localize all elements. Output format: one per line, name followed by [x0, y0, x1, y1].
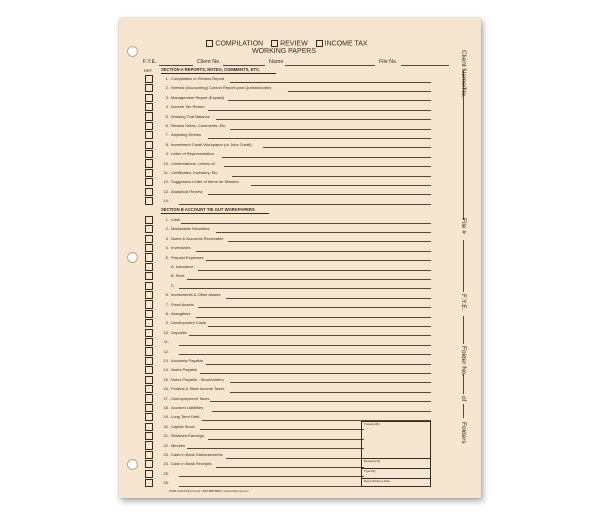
- fill-in-line[interactable]: [196, 317, 431, 318]
- name-label: Name: [269, 59, 284, 65]
- side-label-of: of: [460, 396, 467, 402]
- side-label-file: File #: [460, 218, 467, 234]
- ref-box[interactable]: [145, 394, 153, 402]
- name-field[interactable]: [285, 65, 375, 66]
- ref-box[interactable]: [145, 338, 153, 346]
- ref-box[interactable]: [145, 253, 153, 261]
- line-label: Working Trial Balance: [171, 113, 210, 119]
- ref-box[interactable]: [145, 225, 153, 233]
- line-label: Management Report (Explain): [171, 94, 225, 100]
- binder-hole-icon: [127, 459, 138, 470]
- fye-label: F.Y.E.: [143, 59, 157, 65]
- side-label-folder-no: Folder No.: [460, 346, 467, 377]
- fill-in-line[interactable]: [263, 147, 431, 148]
- form-line-item: [159, 85, 429, 94]
- form-line-item: [159, 292, 429, 301]
- ref-box[interactable]: [145, 75, 153, 83]
- ref-box[interactable]: [145, 122, 153, 130]
- working-papers-sheet: [119, 18, 481, 498]
- ref-box[interactable]: [145, 291, 153, 299]
- line-number: 9.: [165, 320, 169, 326]
- line-label: Intangibles: [171, 311, 191, 316]
- form-line-item: [159, 339, 429, 348]
- line-label: Minutes: [171, 442, 186, 448]
- line-label: Cash in Bank Disbursements: [171, 452, 223, 457]
- line-number: 2.: [165, 226, 169, 232]
- ref-box[interactable]: [145, 131, 153, 139]
- fill-in-line[interactable]: [208, 110, 431, 111]
- line-number: 5.: [165, 113, 169, 119]
- ref-box[interactable]: [145, 423, 153, 431]
- ref-box[interactable]: [145, 460, 153, 468]
- ref-box[interactable]: [145, 385, 153, 393]
- fill-in-line[interactable]: [224, 166, 431, 167]
- fill-in-line[interactable]: [198, 270, 431, 271]
- ref-box[interactable]: [145, 159, 153, 167]
- line-label: Certificates, Inventory, Etc.: [171, 170, 219, 175]
- line-number: 13.: [163, 358, 169, 363]
- line-number: 10.: [163, 160, 169, 166]
- typed-by-cell[interactable]: Typed By: [362, 468, 430, 473]
- line-number: 4.: [165, 245, 169, 251]
- ref-box[interactable]: [145, 319, 153, 327]
- fill-in-line[interactable]: [288, 91, 431, 92]
- line-label: Fixed Assets: [171, 301, 194, 307]
- line-number: 6.: [165, 123, 169, 128]
- form-line-item: [159, 151, 429, 160]
- fill-in-line[interactable]: [208, 326, 431, 327]
- income-tax-checkbox[interactable]: [316, 40, 323, 47]
- form-line-item: [159, 179, 429, 188]
- fill-in-line[interactable]: [187, 448, 364, 449]
- fill-in-line[interactable]: [208, 439, 364, 440]
- line-label: Income Tax Return: [171, 104, 205, 110]
- line-number: 11.: [163, 339, 169, 345]
- income-tax-label: INCOME TAX: [324, 40, 368, 48]
- line-number: 14.: [163, 198, 169, 204]
- client-no-field[interactable]: [223, 65, 265, 66]
- line-label: Accrued Liabilities: [171, 405, 204, 410]
- reviewed-by-cell[interactable]: Reviewed By: [362, 458, 430, 463]
- line-number: 7.: [165, 132, 169, 138]
- fill-in-line[interactable]: [228, 241, 431, 242]
- ref-box[interactable]: [145, 141, 153, 149]
- ref-box[interactable]: [145, 441, 153, 449]
- line-number: 2.: [165, 85, 169, 91]
- line-label: Review Notes, Comments, Etc.: [171, 123, 227, 128]
- form-line-item: [159, 123, 429, 132]
- line-label: Capital Stock: [171, 423, 195, 429]
- review-checkbox[interactable]: [271, 40, 278, 47]
- form-line-item: [159, 396, 429, 405]
- prepared-by-cell[interactable]: Prepared By: [364, 422, 380, 426]
- line-label: Long Term Debt: [171, 414, 200, 420]
- line-number: 8.: [165, 311, 169, 316]
- form-line-item: [159, 349, 429, 358]
- ref-box[interactable]: [145, 300, 153, 308]
- line-label: Investment Credit Workpaper (or Jobs Credit): [171, 141, 252, 147]
- form-line-item: [159, 386, 429, 395]
- fill-in-line[interactable]: [179, 204, 431, 205]
- line-number: 6.: [165, 292, 169, 298]
- line-number: 12.: [163, 348, 169, 354]
- fill-in-line[interactable]: [230, 129, 431, 130]
- fye-field[interactable]: [159, 65, 193, 66]
- ref-box[interactable]: [145, 94, 153, 102]
- fill-in-line[interactable]: [198, 307, 431, 308]
- form-line-item: [159, 264, 429, 273]
- line-label: Prepaid Expenses: [171, 254, 204, 260]
- section-a-underline: [161, 73, 276, 74]
- form-line-item: [159, 142, 429, 151]
- form-line-item: [159, 245, 429, 254]
- fill-in-line[interactable]: [206, 364, 431, 365]
- ref-box[interactable]: [145, 347, 153, 355]
- line-label: Development Costs: [171, 320, 206, 326]
- line-number: 16.: [163, 386, 169, 392]
- form-line-item: [159, 367, 429, 376]
- page-title: WORKING PAPERS: [251, 48, 317, 55]
- form-line-item: [159, 104, 429, 113]
- section-b-underline: [161, 213, 269, 214]
- side-label-fye: F.Y.E.: [460, 294, 467, 311]
- line-label: Unemployment Taxes: [171, 395, 210, 401]
- form-line-item: [159, 217, 429, 226]
- form-line-item: [159, 226, 429, 235]
- ref-box[interactable]: [145, 357, 153, 365]
- line-label: Notes & Accounts Receivable: [171, 235, 224, 241]
- ref-box[interactable]: [145, 282, 153, 290]
- form-line-item: [159, 114, 429, 123]
- form-line-item: [159, 405, 429, 414]
- fill-in-line[interactable]: [179, 476, 364, 477]
- fill-in-line[interactable]: [181, 223, 431, 224]
- ref-box[interactable]: [145, 244, 153, 252]
- fill-in-line[interactable]: [230, 382, 431, 383]
- line-number: 14.: [163, 367, 169, 373]
- form-line-item: [159, 311, 429, 320]
- line-label: Cash in Bank Receipts: [171, 461, 212, 467]
- ref-box[interactable]: [145, 413, 153, 421]
- ref-box[interactable]: [145, 112, 153, 120]
- ref-box[interactable]: [145, 432, 153, 440]
- line-label: Compilation or Review Report: [171, 76, 225, 81]
- ref-box[interactable]: [145, 404, 153, 412]
- line-number: 7.: [165, 301, 169, 307]
- review-label: REVIEW: [280, 40, 308, 48]
- line-label: Notes Payable - Stockholders: [171, 376, 224, 382]
- ref-box[interactable]: [145, 470, 153, 478]
- line-label: Suggestion Letter of Items for Minutes: [171, 179, 239, 185]
- ref-box[interactable]: [145, 169, 153, 177]
- line-number: 25.: [163, 470, 169, 476]
- fill-in-line[interactable]: [222, 157, 431, 158]
- section-a-title: [161, 67, 260, 72]
- line-number: 4.: [165, 104, 169, 110]
- form-footer: WSR-C1110 HQ Forms • 800-888-8800 • www.hqforms.com: [169, 489, 249, 493]
- form-line-item: [159, 189, 429, 198]
- fill-in-line[interactable]: [179, 345, 431, 346]
- line-number: 19.: [163, 414, 169, 420]
- ref-box[interactable]: [145, 188, 153, 196]
- fill-in-line[interactable]: [189, 335, 431, 336]
- ref-box[interactable]: [145, 150, 153, 158]
- line-label: B. Rent: [171, 273, 185, 279]
- delivery-date-cell[interactable]: Report Delivery Date: [362, 478, 430, 483]
- binder-hole-icon: [127, 252, 138, 263]
- line-number: 20.: [163, 423, 169, 429]
- line-number: 3.: [165, 94, 169, 100]
- form-line-item: [159, 161, 429, 170]
- form-line-item: [159, 358, 429, 367]
- fill-in-line[interactable]: [206, 260, 431, 261]
- line-label: Notes Payable: [171, 367, 198, 373]
- fill-in-line[interactable]: [179, 288, 431, 289]
- fill-in-line[interactable]: [212, 411, 431, 412]
- fill-in-line[interactable]: [187, 279, 431, 280]
- client-no-label: Client No.: [197, 59, 221, 65]
- form-line-item: [159, 170, 429, 179]
- line-label: Adjusting Entries: [171, 132, 202, 138]
- ref-box[interactable]: [145, 103, 153, 111]
- fill-in-line[interactable]: [226, 458, 364, 459]
- ref-box[interactable]: [145, 84, 153, 92]
- ref-box[interactable]: [145, 197, 153, 205]
- line-label: Internal (Accounting) Control Report (and Questionnaire): [171, 85, 272, 91]
- compilation-checkbox[interactable]: [206, 40, 213, 47]
- side-label-folders: Folders: [460, 422, 467, 444]
- line-number: 21.: [163, 433, 169, 439]
- ref-box[interactable]: [145, 216, 153, 224]
- line-number: 8.: [165, 141, 169, 147]
- form-line-item: [159, 302, 429, 311]
- line-label: Accounts Payable: [171, 358, 204, 363]
- fill-in-line[interactable]: [208, 138, 431, 139]
- line-label: Investments & Other Assets: [171, 292, 221, 298]
- form-line-item: [159, 76, 429, 85]
- line-label: Marketable Securities: [171, 226, 210, 232]
- section-b-title: [161, 207, 255, 212]
- line-number: 11.: [163, 170, 169, 175]
- line-label: Federal & State Income Taxes: [171, 386, 225, 392]
- line-number: 9.: [165, 151, 169, 157]
- line-number: 13.: [163, 188, 169, 194]
- fill-in-line[interactable]: [216, 232, 431, 233]
- line-number: 3.: [165, 235, 169, 241]
- fill-in-line[interactable]: [179, 486, 364, 487]
- fill-in-line[interactable]: [251, 185, 431, 186]
- form-line-item: [159, 132, 429, 141]
- ref-box[interactable]: [145, 451, 153, 459]
- line-number: 23.: [163, 452, 169, 457]
- side-divider: [463, 316, 464, 344]
- fill-in-line[interactable]: [230, 392, 431, 393]
- ref-box[interactable]: [145, 272, 153, 280]
- fill-in-line[interactable]: [200, 429, 364, 430]
- ref-box[interactable]: [145, 329, 153, 337]
- fill-in-line[interactable]: [200, 373, 431, 374]
- ref-box[interactable]: [145, 235, 153, 243]
- compilation-label: COMPILATION: [215, 40, 264, 48]
- fill-in-line[interactable]: [179, 354, 431, 355]
- file-no-field[interactable]: [401, 65, 449, 66]
- ref-box[interactable]: [145, 263, 153, 271]
- line-label: A. Insurance: [171, 264, 194, 269]
- file-no-label: File No.: [379, 59, 398, 65]
- ref-column-header: REF.: [144, 68, 153, 73]
- fill-in-line[interactable]: [196, 251, 431, 252]
- line-number: 15.: [163, 376, 169, 382]
- side-label-client: Client Name/No.: [460, 50, 467, 98]
- ref-box[interactable]: [145, 479, 153, 487]
- line-label: Confirmations, Letters of: [171, 160, 215, 166]
- line-number: 1.: [165, 76, 169, 81]
- line-label: Inventories: [171, 245, 191, 251]
- line-label: Retained Earnings: [171, 433, 204, 439]
- fill-in-line[interactable]: [232, 176, 431, 177]
- line-label: Deposits: [171, 329, 187, 335]
- line-label: C.: [171, 282, 175, 288]
- fill-in-line[interactable]: [230, 82, 431, 83]
- line-number: 5.: [165, 254, 169, 260]
- fill-in-line[interactable]: [228, 100, 431, 101]
- line-label: Analytical Review: [171, 188, 203, 194]
- signoff-box: [361, 421, 431, 487]
- fill-in-line[interactable]: [216, 119, 431, 120]
- line-label: Letter of Representation: [171, 151, 214, 157]
- form-line-item: [159, 198, 429, 207]
- ref-box[interactable]: [145, 366, 153, 374]
- side-divider: [463, 240, 464, 292]
- form-line-item: [159, 255, 429, 264]
- section-a-title-text: SECTION A REPORTS, NOTES, COMMENTS, ETC.: [161, 67, 261, 72]
- form-line-item: [159, 95, 429, 104]
- fill-in-line[interactable]: [226, 298, 431, 299]
- form-line-item: [159, 283, 429, 292]
- line-number: 10.: [163, 329, 169, 335]
- line-number: 18.: [163, 405, 169, 410]
- form-line-item: [159, 273, 429, 282]
- line-number: 24.: [163, 461, 169, 467]
- fill-in-line[interactable]: [210, 401, 431, 402]
- ref-box[interactable]: [145, 310, 153, 318]
- form-line-item: [159, 377, 429, 386]
- form-line-item: [159, 320, 429, 329]
- line-number: 22.: [163, 442, 169, 448]
- ref-box[interactable]: [145, 178, 153, 186]
- line-number: 26.: [163, 480, 169, 486]
- line-number: 1.: [165, 217, 169, 222]
- fill-in-line[interactable]: [216, 467, 364, 468]
- section-b-title-text: SECTION B ACCOUNT TIE OUT WORKPAPERS: [161, 207, 255, 212]
- side-divider: [463, 404, 464, 418]
- fill-in-line[interactable]: [208, 194, 431, 195]
- ref-box[interactable]: [145, 376, 153, 384]
- side-divider: [463, 374, 464, 394]
- line-number: 17.: [163, 395, 169, 401]
- form-line-item: [159, 236, 429, 245]
- line-label: Cash: [171, 217, 181, 222]
- form-line-item: [159, 330, 429, 339]
- line-number: 12.: [163, 179, 169, 185]
